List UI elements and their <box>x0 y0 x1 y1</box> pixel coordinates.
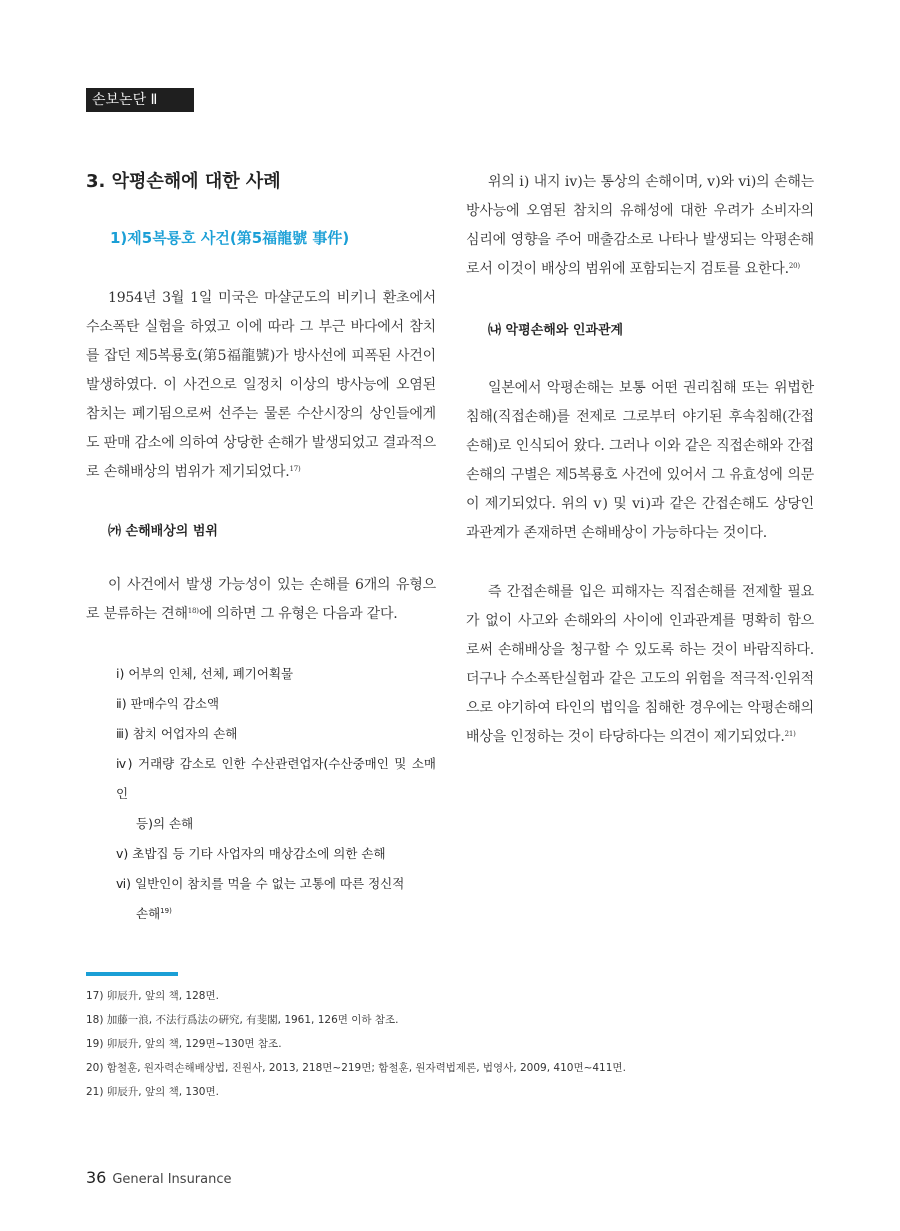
subsection-heading: 1)제5복룡호 사건(第5福龍號 事件) <box>110 229 350 247</box>
para-a-text: 위의 ⅰ) 내지 ⅳ)는 통상의 손해이며, ⅴ)와 ⅵ)의 손해는 방사능에 오염된 참치의 유해성에 대한 우려가 소비자의 심리에 영향을 주어 매출감소로 나타나 발생되는 악평손해로서 이것이 배상의 범위에 포함되는지 검토를 요한다. <box>466 174 814 277</box>
intro-paragraph <box>86 284 436 487</box>
list-item-text: ⅳ) 거래량 감소로 인한 수산관련업자(수산중매인 및 소매인 <box>116 756 436 801</box>
footnotes <box>86 984 806 1104</box>
causation-paragraph: 일본에서 악평손해는 보통 어떤 권리침해 또는 위법한 침해(직접손해)를 전제로 그로부터 야기된 후속침해(간접손해)로 인식되어 왔다. 그러나 이와 같은 직접손해와 간접손해의 구별은 제5복룡호 사건에 있어서 그 유효성에 의문이 제기되었다. 위의 ⅴ) 및 ⅵ)과 같은 간접손해도 상당인과관계가 존재하면 손해배상이 가능하다는 것이다. <box>466 380 814 541</box>
list-item: ⅲ) 참치 어업자의 손해 <box>116 726 238 741</box>
right-column <box>466 168 814 752</box>
footnote: 19) 卯辰升, 앞의 책, 129면~130면 참조. <box>86 1038 282 1050</box>
footnote-ref: 18) <box>187 607 199 615</box>
para-c-text: 즉 간접손해를 입은 피해자는 직접손해를 전제할 필요가 없이 사고와 손해와의 사이에 인과관계를 명확히 함으로써 손해배상을 청구할 수 있도록 하는 것이 바람직하다. 더구나 수소폭탄실험과 같은 고도의 위험을 적극적·인위적으로 야기하여 타인의 법익을 침해한 경우에는 악평손해의 배상을 인정하는 것이 타당하다는 의견이 제기되었다. <box>466 584 814 745</box>
list-item: ⅴ) 초밥집 등 기타 사업자의 매상감소에 의한 손해 <box>116 846 386 861</box>
list-item-text: ⅵ) 일반인이 참치를 먹을 수 없는 고통에 따른 정신적 <box>116 876 405 891</box>
page-number: 36 <box>86 1168 107 1187</box>
list-item-tail: 손해 <box>136 906 161 921</box>
publication-name: General Insurance <box>112 1172 232 1187</box>
list-item-continuation <box>116 899 436 929</box>
footnote-ref: 20) <box>788 262 800 270</box>
para2-text: 이 사건에서 발생 가능성이 있는 손해를 6개의 유형으로 분류하는 견해 <box>86 577 436 622</box>
footnote-divider <box>86 972 178 976</box>
damages-types-paragraph <box>86 571 436 629</box>
list-item-continuation: 등)의 손해 <box>136 816 194 831</box>
chapter-heading: 3. 악평손해에 대한 사례 <box>86 171 281 192</box>
footnote-ref: 17) <box>289 465 301 473</box>
harmful-rumor-paragraph <box>466 168 814 284</box>
footnote-ref: 21) <box>784 730 796 738</box>
list-item <box>116 869 436 929</box>
footnote-ref: 19) <box>160 907 172 915</box>
sub-heading-causation: ㈏ 악평손해와 인과관계 <box>488 323 624 338</box>
footnote: 21) 卯辰升, 앞의 책, 130면. <box>86 1086 219 1098</box>
list-item <box>116 749 436 839</box>
left-column <box>86 168 436 929</box>
footnote: 17) 卯辰升, 앞의 책, 128면. <box>86 990 219 1002</box>
para2-tail: 에 의하면 그 유형은 다음과 같다. <box>198 606 398 622</box>
page-footer <box>86 1166 232 1190</box>
intro-text: 1954년 3월 1일 미국은 마샬군도의 비키니 환초에서 수소폭탄 실험을 하였고 이에 따라 그 부근 바다에서 참치를 잡던 제5복룡호(第5福龍號)가 방사선에 피폭된 사건이 발생하였다. 이 사건으로 일정치 이상의 방사능에 오염된 참치는 폐기됨으로써 선주는 물론 수산시장의 상인들에게도 판매 감소에 의하여 상당한 손해가 발생되었고 결과적으로 손해배상의 범위가 제기되었다. <box>86 290 436 480</box>
section-tab: 손보논단 Ⅱ <box>86 88 194 112</box>
footnote: 20) 함철훈, 원자력손해배상법, 진원사, 2013, 218면~219면; 함철훈, 원자력법제론, 법영사, 2009, 410면~411면. <box>86 1062 626 1074</box>
sub-heading-damages-scope: ㈎ 손해배상의 범위 <box>108 524 218 539</box>
list-item: ⅱ) 판매수익 감소액 <box>116 696 220 711</box>
conclusion-paragraph <box>466 578 814 752</box>
list-item: ⅰ) 어부의 인체, 선체, 폐기어획물 <box>116 666 294 681</box>
damage-types-list <box>86 659 436 929</box>
footnote: 18) 加藤一浪, 不法行爲法の硏究, 有斐閣, 1961, 126면 이하 참조. <box>86 1014 399 1026</box>
